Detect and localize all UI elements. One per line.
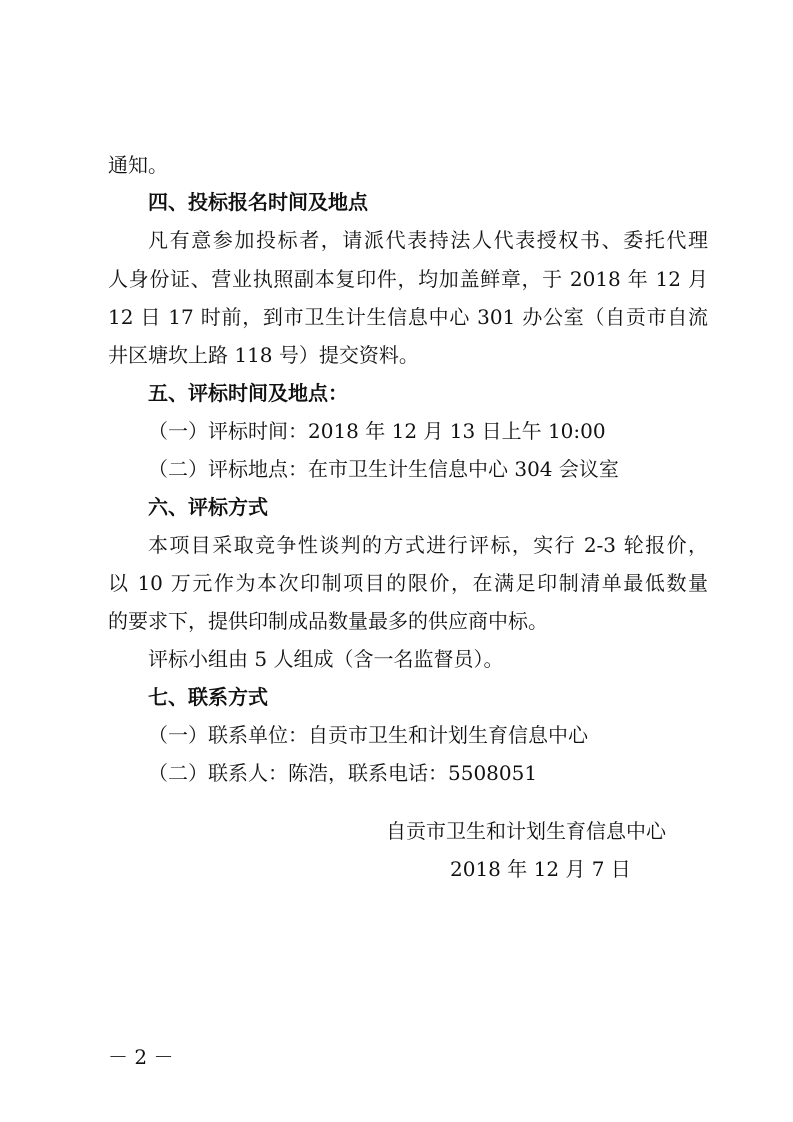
evaluation-panel-paragraph: 评标小组由 5 人组成（含一名监督员）。: [148, 647, 504, 671]
evaluation-location-item: （二）评标地点：在市卫生计生信息中心 304 会议室: [148, 457, 619, 481]
registration-paragraph-line-1: 凡有意参加投标者，请派代表持法人代表授权书、委托代理: [148, 228, 708, 252]
signature-organization: 自贡市卫生和计划生育信息中心: [386, 819, 666, 843]
evaluation-time-item: （一）评标时间：2018 年 12 月 13 日上午 10:00: [148, 419, 606, 443]
section-heading-evaluation-time: 五、评标时间及地点：: [148, 381, 348, 405]
registration-paragraph-line-3: 12 日 17 时前，到市卫生计生信息中心 301 办公室（自贡市自流: [108, 305, 708, 329]
page-number: － 2 －: [108, 1045, 174, 1069]
contact-unit-item: （一）联系单位：自贡市卫生和计划生育信息中心: [148, 723, 588, 747]
method-paragraph-line-3: 的要求下，提供印制成品数量最多的供应商中标。: [108, 609, 548, 633]
method-paragraph-line-1: 本项目采取竞争性谈判的方式进行评标，实行 2-3 轮报价，: [148, 533, 708, 557]
contact-person-item: （二）联系人：陈浩，联系电话：5508051: [148, 761, 538, 785]
section-heading-evaluation-method: 六、评标方式: [148, 495, 268, 519]
paragraph-continuation: 通知。: [108, 153, 168, 177]
registration-paragraph-line-4: 井区塘坎上路 118 号）提交资料。: [108, 343, 419, 367]
method-paragraph-line-2: 以 10 万元作为本次印制项目的限价，在满足印制清单最低数量: [108, 571, 708, 595]
registration-paragraph-line-2: 人身份证、营业执照副本复印件，均加盖鲜章，于 2018 年 12 月: [108, 267, 708, 291]
section-heading-contact: 七、联系方式: [148, 685, 268, 709]
section-heading-registration: 四、投标报名时间及地点: [148, 190, 368, 214]
signature-date: 2018 年 12 月 7 日: [450, 857, 631, 881]
